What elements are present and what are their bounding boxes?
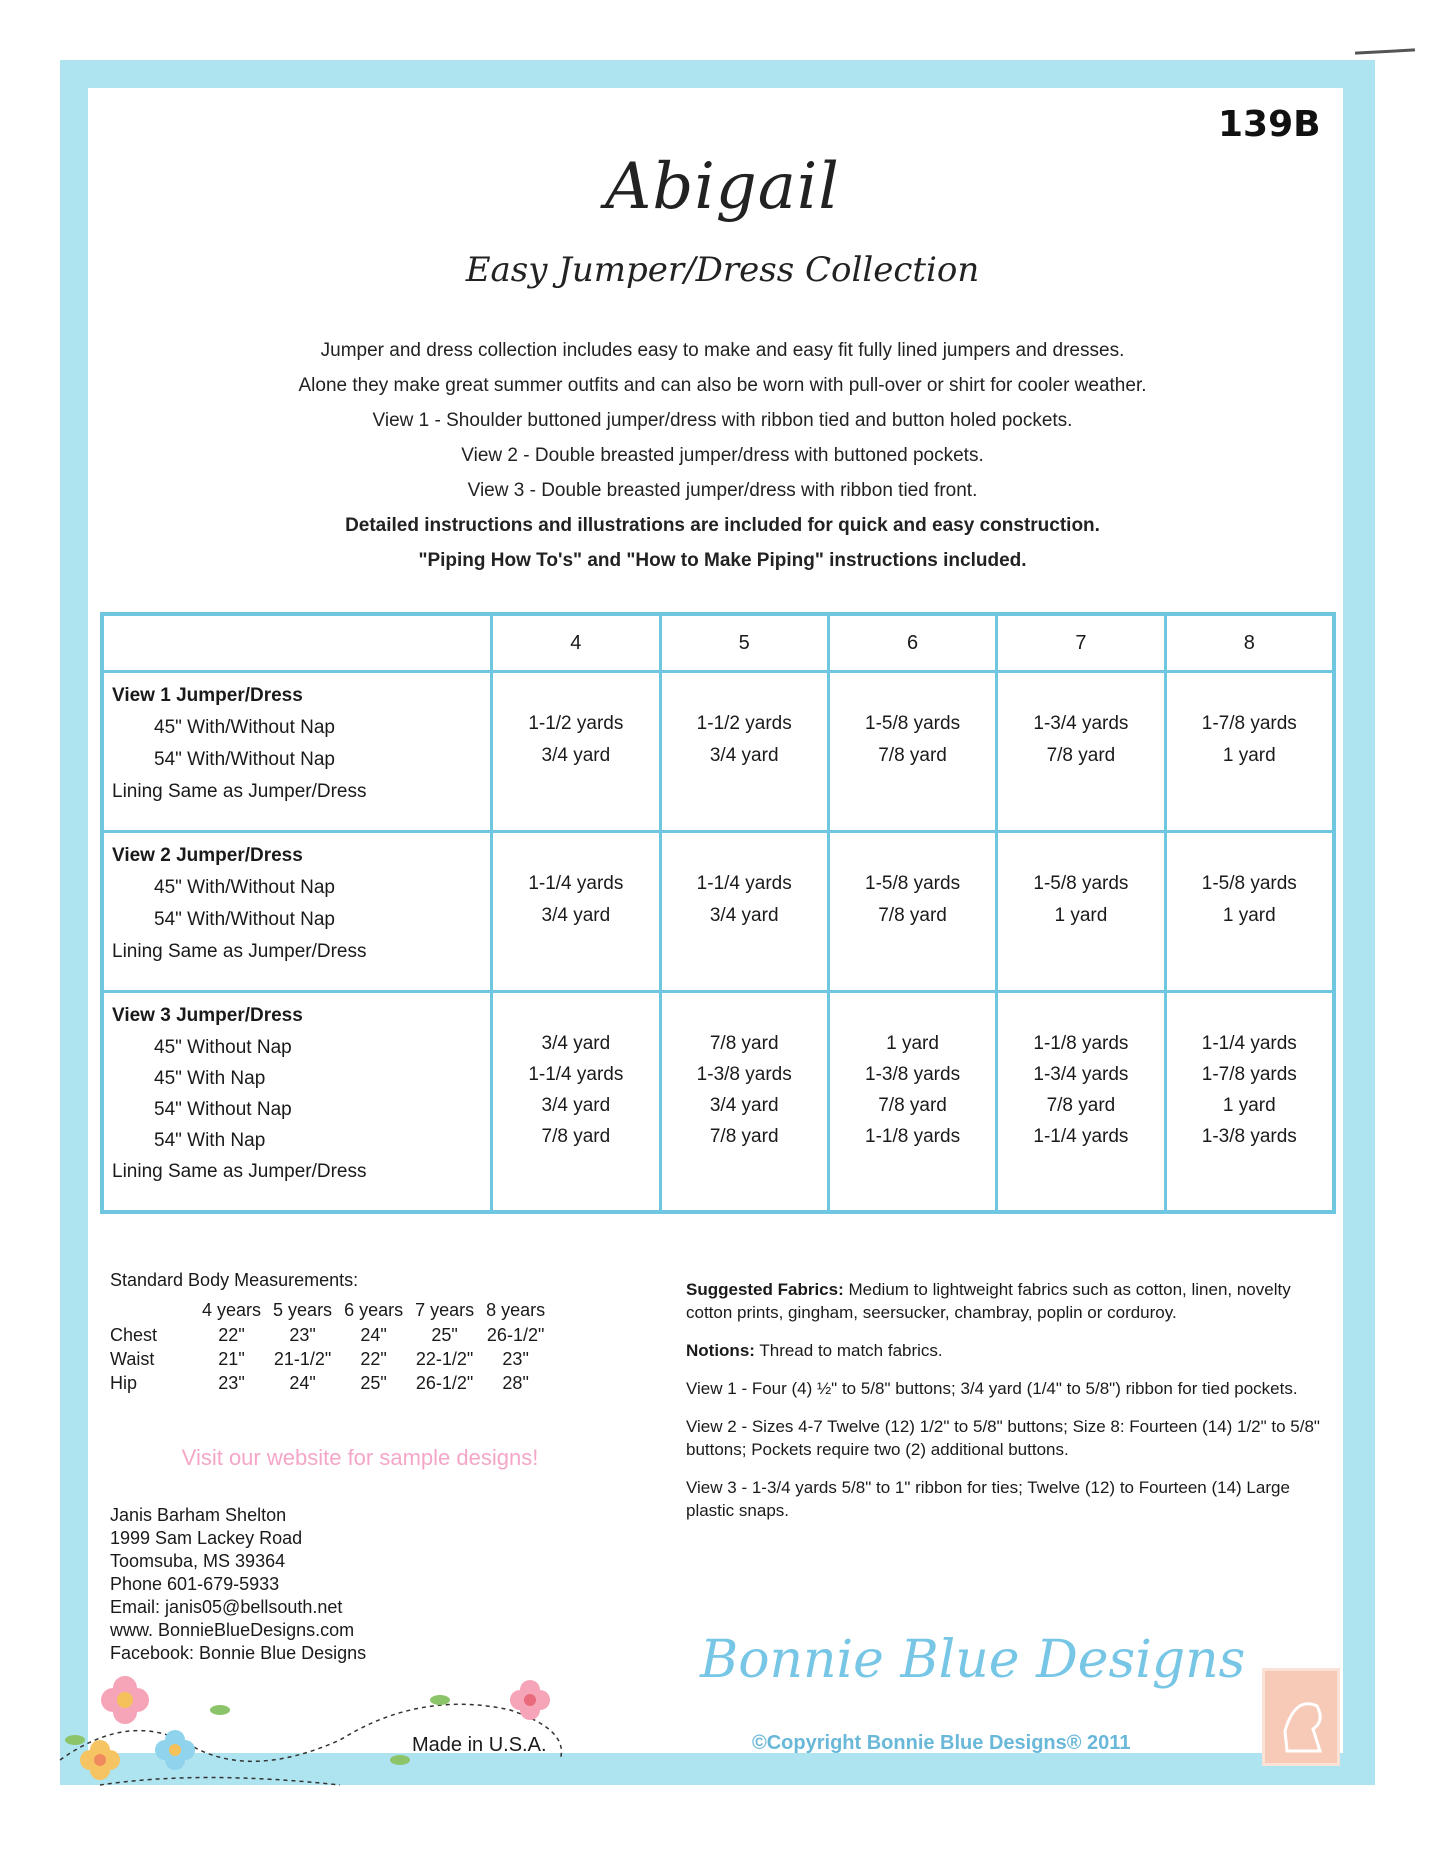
- lining-note: Lining Same as Jumper/Dress: [112, 1161, 367, 1182]
- yardage-cell: [828, 672, 996, 832]
- pattern-subtitle: Easy Jumper/Dress Collection: [465, 250, 980, 290]
- view-3-row: [102, 992, 1334, 1212]
- measurement-label: Waist: [110, 1348, 155, 1369]
- view-name: View 2 Jumper/Dress: [112, 845, 303, 866]
- address-line: Toomsuba, MS 39364: [110, 1551, 286, 1571]
- suggested-fabrics: [686, 1278, 1336, 1324]
- address-line: Email: janis05@bellsouth.net: [110, 1597, 343, 1617]
- yardage-cell: [660, 672, 828, 832]
- fabric-notes: [686, 1278, 1336, 1537]
- notions-label: Notions:: [686, 1341, 755, 1360]
- measurements-table: [110, 1297, 551, 1395]
- age-header: 6 years: [344, 1299, 404, 1320]
- age-header: 7 years: [415, 1299, 475, 1320]
- intro-line: View 1 - Shoulder buttoned jumper/dress with ribbon tied and button holed pockets.: [372, 410, 1073, 431]
- lining-note: Lining Same as Jumper/Dress: [112, 781, 367, 802]
- yardage-value: 3/4 yard: [541, 1095, 611, 1116]
- yardage-value: 7/8 yard: [878, 905, 947, 926]
- yardage-value: 1-5/8 yards: [865, 713, 961, 734]
- yardage-cell: [492, 672, 660, 832]
- yardage-value: 7/8 yard: [709, 1033, 779, 1054]
- measurement-value: 26-1/2": [486, 1324, 545, 1345]
- yardage-value: 1-1/4 yards: [528, 873, 624, 894]
- yardage-value: 3/4 yard: [709, 1095, 779, 1116]
- intro-line: View 2 - Double breasted jumper/dress with buttoned pockets.: [461, 445, 984, 466]
- yardage-cell: [828, 832, 996, 992]
- yardage-value: 1-5/8 yards: [865, 873, 961, 894]
- yardage-value: 1-1/8 yards: [865, 1126, 961, 1147]
- age-header: 4 years: [202, 1299, 262, 1320]
- yardage-value: 7/8 yard: [1046, 745, 1116, 766]
- yardage-value: 1-3/4 yards: [1033, 713, 1129, 734]
- size-header-row: [102, 614, 1334, 672]
- copyright-text: ©Copyright Bonnie Blue Designs® 2011: [752, 1732, 1131, 1754]
- yardage-value: 1 yard: [1222, 745, 1276, 766]
- flower-decoration: [40, 1650, 600, 1790]
- intro-line: View 3 - Double breasted jumper/dress with ribbon tied front.: [467, 480, 978, 501]
- age-header: 5 years: [273, 1299, 333, 1320]
- view-3-label: [102, 992, 492, 1212]
- fabric-row-label: 54" With/Without Nap: [154, 749, 335, 770]
- yardage-value: 1 yard: [1222, 905, 1276, 926]
- yardage-value: 7/8 yard: [541, 1126, 611, 1147]
- yardage-value: 1-1/2 yards: [528, 713, 624, 734]
- pattern-number: 139B: [1218, 104, 1321, 145]
- size-header: 4: [492, 614, 660, 672]
- yardage-cell: [997, 672, 1165, 832]
- view-1-row: [102, 672, 1334, 832]
- yardage-value: 3/4 yard: [541, 905, 611, 926]
- yardage-table: [100, 612, 1336, 1214]
- measurement-row: [110, 1323, 551, 1347]
- yardage-value: 1-1/4 yards: [696, 873, 792, 894]
- measurement-value: 21-1/2": [273, 1348, 332, 1369]
- yardage-value: 3/4 yard: [541, 745, 611, 766]
- measurement-value: 25": [360, 1372, 387, 1393]
- yardage-value: 1-7/8 yards: [1201, 713, 1297, 734]
- measurements-title: Standard Body Measurements:: [110, 1270, 359, 1290]
- measurement-value: 22-1/2": [415, 1348, 474, 1369]
- bonnet-girl-icon: [1265, 1671, 1337, 1763]
- measurement-value: 25": [431, 1324, 458, 1345]
- measurement-label: Chest: [110, 1324, 158, 1345]
- fabrics-text: Medium to lightweight fabrics such as cotton, linen, novelty cotton prints, gingham, seersucker, chambray, poplin or corduroy.: [686, 1280, 1291, 1322]
- yardage-cell: [660, 992, 828, 1212]
- yardage-value: 1-1/4 yards: [1033, 1126, 1129, 1147]
- yardage-value: 1-1/4 yards: [528, 1064, 624, 1085]
- yardage-cell: [1165, 832, 1334, 992]
- fabric-row-label: 45" With/Without Nap: [154, 877, 335, 898]
- address-line: Facebook: Bonnie Blue Designs: [110, 1643, 367, 1663]
- fabric-row-label: 45" Without Nap: [154, 1037, 292, 1058]
- yardage-cell: [1165, 992, 1334, 1212]
- measurement-value: 24": [360, 1324, 387, 1345]
- fabric-row-label: 45" With/Without Nap: [154, 717, 335, 738]
- yardage-value: 1-5/8 yards: [1201, 873, 1297, 894]
- yardage-cell: [997, 832, 1165, 992]
- measurement-value: 22": [218, 1324, 245, 1345]
- measurement-value: 28": [502, 1372, 529, 1393]
- yardage-value: 1-1/8 yards: [1033, 1033, 1129, 1054]
- size-header: 8: [1165, 614, 1334, 672]
- yardage-value: 1-1/4 yards: [1201, 1033, 1297, 1054]
- measurement-value: 22": [360, 1348, 387, 1369]
- measurement-row: [110, 1347, 551, 1371]
- contact-address: [110, 1504, 366, 1665]
- view-2-row: [102, 832, 1334, 992]
- measurement-value: 23": [218, 1372, 245, 1393]
- measurement-label: Hip: [110, 1372, 138, 1393]
- yardage-value: 3/4 yard: [709, 905, 779, 926]
- view-1-notions: View 1 - Four (4) ½" to 5/8" buttons; 3/4 yard (1/4" to 5/8") ribbon for tied pockets.: [686, 1379, 1298, 1398]
- yardage-value: 7/8 yard: [1046, 1095, 1116, 1116]
- fabrics-label: Suggested Fabrics:: [686, 1280, 844, 1299]
- yardage-cell: [492, 832, 660, 992]
- made-in-usa: Made in U.S.A.: [412, 1734, 547, 1756]
- address-line: Janis Barham Shelton: [110, 1505, 287, 1525]
- measurement-value: 23": [502, 1348, 529, 1369]
- yardage-value: 7/8 yard: [709, 1126, 779, 1147]
- yardage-value: 1 yard: [1054, 905, 1108, 926]
- address-line: Phone 601-679-5933: [110, 1574, 280, 1594]
- yardage-value: 1 yard: [1222, 1095, 1276, 1116]
- yardage-cell: [492, 992, 660, 1212]
- notions-text: Thread to match fabrics.: [754, 1341, 943, 1360]
- measurement-value: 26-1/2": [415, 1372, 474, 1393]
- intro-line-bold: Detailed instructions and illustrations are included for quick and easy construction.: [345, 515, 1100, 536]
- scan-mark: [1355, 48, 1415, 54]
- measurement-value: 24": [289, 1372, 316, 1393]
- yardage-value: 1-1/2 yards: [696, 713, 792, 734]
- size-header: 7: [997, 614, 1165, 672]
- view-2-notions: View 2 - Sizes 4-7 Twelve (12) 1/2" to 5/8" buttons; Size 8: Fourteen (14) 1/2" to 5/8" buttons; Pockets require two (2) additional buttons.: [686, 1417, 1320, 1459]
- pattern-title: Abigail: [605, 150, 840, 224]
- intro-line-bold: "Piping How To's" and "How to Make Piping" instructions included.: [418, 550, 1027, 571]
- brand-logo-text: Bonnie Blue Designs: [700, 1630, 1246, 1690]
- yardage-value: 7/8 yard: [878, 1095, 947, 1116]
- yardage-cell: [1165, 672, 1334, 832]
- lining-note: Lining Same as Jumper/Dress: [112, 941, 367, 962]
- body-measurements: [110, 1270, 551, 1395]
- view-2-label: [102, 832, 492, 992]
- bonnet-girl-logo: [1262, 1668, 1340, 1766]
- view-name: View 3 Jumper/Dress: [112, 1005, 303, 1026]
- yardage-value: 1-3/8 yards: [696, 1064, 792, 1085]
- yardage-value: 1-3/8 yards: [1201, 1126, 1297, 1147]
- measurement-value: 23": [289, 1324, 316, 1345]
- visit-website-text: Visit our website for sample designs!: [181, 1445, 539, 1470]
- view-3-notions: View 3 - 1-3/4 yards 5/8" to 1" ribbon for ties; Twelve (12) to Fourteen (14) Large plastic snaps.: [686, 1478, 1290, 1520]
- yardage-value: 1-3/8 yards: [865, 1064, 961, 1085]
- address-line: www. BonnieBlueDesigns.com: [110, 1620, 355, 1640]
- yardage-value: 1-7/8 yards: [1201, 1064, 1297, 1085]
- size-header: 6: [828, 614, 996, 672]
- yardage-value: 3/4 yard: [709, 745, 779, 766]
- measurements-blank: [110, 1297, 196, 1323]
- fabric-row-label: 54" With Nap: [154, 1130, 266, 1151]
- view-1-label: [102, 672, 492, 832]
- fabric-row-label: 54" Without Nap: [154, 1099, 292, 1120]
- fabric-row-label: 45" With Nap: [154, 1068, 266, 1089]
- intro-line: Alone they make great summer outfits and can also be worn with pull-over or shirt for cooler weather.: [298, 375, 1147, 396]
- fabric-row-label: 54" With/Without Nap: [154, 909, 335, 930]
- yardage-value: 1-5/8 yards: [1033, 873, 1129, 894]
- measurement-row: [110, 1371, 551, 1395]
- intro-line: Jumper and dress collection includes easy to make and easy fit fully lined jumpers and dresses.: [320, 340, 1125, 361]
- age-header: 8 years: [486, 1299, 546, 1320]
- address-line: 1999 Sam Lackey Road: [110, 1528, 303, 1548]
- yardage-cell: [828, 992, 996, 1212]
- yardage-cell: [997, 992, 1165, 1212]
- size-header: 5: [660, 614, 828, 672]
- yardage-value: 1-3/4 yards: [1033, 1064, 1129, 1085]
- yardage-cell: [660, 832, 828, 992]
- yardage-value: 3/4 yard: [541, 1033, 611, 1054]
- yardage-value: 7/8 yard: [878, 745, 947, 766]
- yardage-value: 1 yard: [886, 1033, 939, 1054]
- view-name: View 1 Jumper/Dress: [112, 685, 303, 706]
- notions: [686, 1339, 1336, 1362]
- header-blank: [102, 614, 492, 672]
- measurement-value: 21": [218, 1348, 245, 1369]
